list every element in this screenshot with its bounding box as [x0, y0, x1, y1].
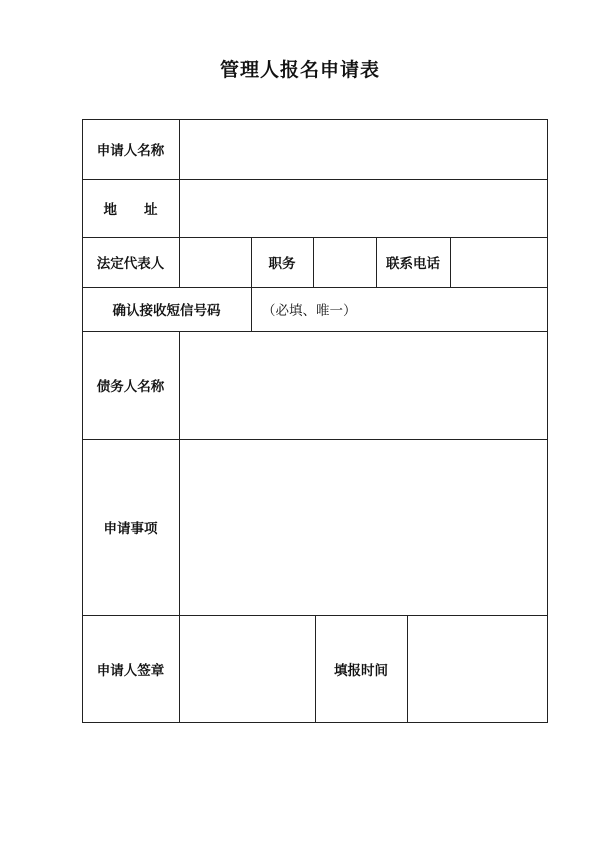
debtor-name-field[interactable] [180, 332, 547, 439]
form-title: 管理人报名申请表 [219, 59, 380, 81]
fill-date-field[interactable] [408, 616, 547, 723]
address-field[interactable] [180, 180, 547, 237]
position-field[interactable] [314, 238, 376, 287]
applicant-seal-label: 申请人签章 [96, 663, 165, 679]
sms-number-field[interactable]: （必填、唯一） [262, 303, 357, 319]
legal-rep-field[interactable] [180, 238, 251, 287]
applicant-name-field[interactable] [180, 120, 547, 179]
position-label: 职务 [268, 256, 296, 272]
sms-number-label: 确认接收短信号码 [112, 303, 221, 319]
application-matter-field[interactable] [180, 440, 547, 615]
applicant-seal-field[interactable] [180, 616, 315, 723]
applicant-name-label: 申请人名称 [96, 143, 165, 159]
debtor-name-label: 债务人名称 [96, 379, 165, 395]
fill-date-label: 填报时间 [334, 663, 388, 679]
phone-field[interactable] [451, 238, 547, 287]
address-label: 地 址 [103, 202, 158, 218]
legal-rep-label: 法定代表人 [96, 256, 165, 272]
application-matter-label: 申请事项 [103, 521, 158, 537]
phone-label: 联系电话 [386, 256, 440, 272]
